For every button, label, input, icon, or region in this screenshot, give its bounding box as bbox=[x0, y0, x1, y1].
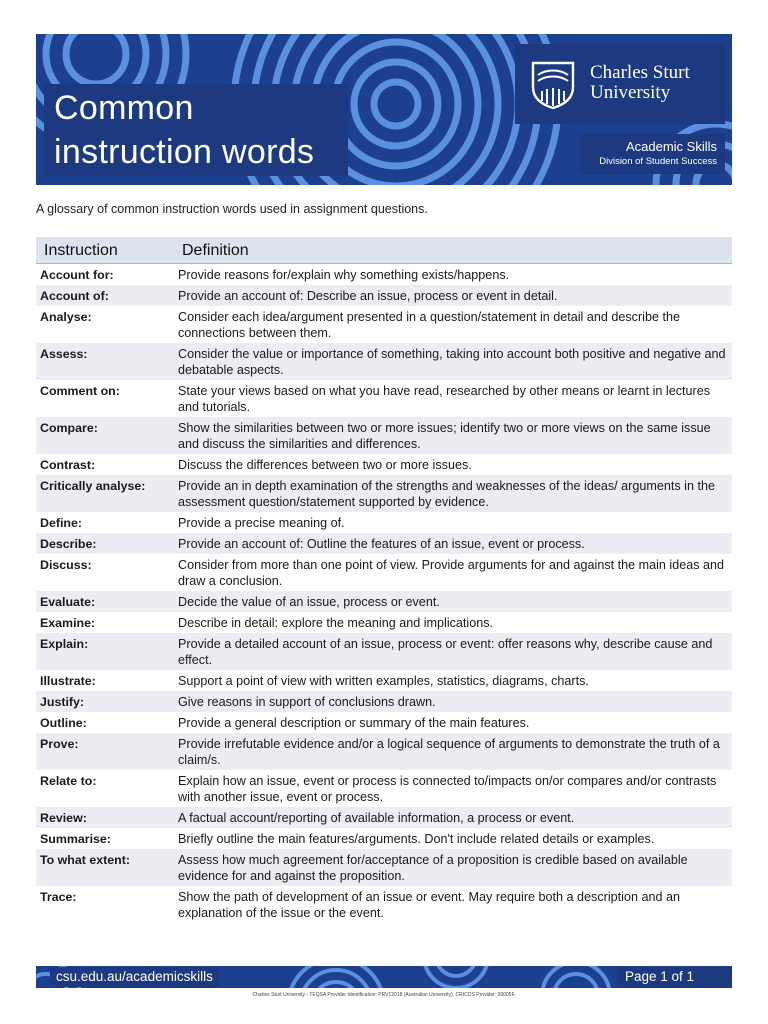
definition-cell: Briefly outline the main features/arguments. Don't include related details or examples. bbox=[178, 831, 655, 846]
term-cell: Assess: bbox=[36, 343, 174, 380]
table-row bbox=[36, 533, 732, 554]
term-cell: Comment on: bbox=[40, 383, 120, 398]
table-row bbox=[36, 691, 732, 712]
definition-cell: Assess how much agreement for/acceptance of a proposition is credible based on available evidence for and against the proposition. bbox=[174, 849, 732, 886]
table-row bbox=[36, 733, 732, 770]
term-cell: Examine: bbox=[40, 615, 96, 630]
term-cell: Define: bbox=[40, 515, 82, 530]
table-row bbox=[36, 285, 732, 306]
university-name bbox=[590, 63, 690, 103]
definition-cell: Describe in detail: explore the meaning and implications. bbox=[178, 615, 494, 630]
university-name-line-1: Charles Sturt bbox=[590, 62, 690, 83]
table-row bbox=[36, 770, 732, 807]
crest-icon bbox=[530, 61, 576, 109]
term-cell: Evaluate: bbox=[36, 591, 174, 612]
academic-skills-box bbox=[580, 134, 725, 174]
table-row bbox=[36, 886, 732, 923]
table-header-row bbox=[36, 237, 732, 263]
term-cell: Trace: bbox=[40, 889, 77, 904]
term-cell: Compare: bbox=[36, 417, 174, 454]
definition-cell: Discuss the differences between two or more issues. bbox=[178, 457, 472, 472]
term-cell: Describe: bbox=[36, 533, 174, 554]
term-cell: Relate to: bbox=[40, 773, 97, 788]
term-cell: Illustrate: bbox=[40, 673, 96, 688]
definition-cell: Explain how an issue, event or process is connected to/impacts on/or compares and/or contrasts with another issue, event or process. bbox=[178, 773, 717, 804]
table-row bbox=[36, 554, 732, 591]
footer-url-link[interactable]: csu.edu.au/academicskills bbox=[50, 967, 219, 987]
table-row bbox=[36, 343, 732, 380]
table-row bbox=[36, 475, 732, 512]
division-subtitle: Division of Student Success bbox=[599, 156, 717, 167]
glossary-body bbox=[36, 263, 732, 923]
table-row bbox=[36, 712, 732, 733]
table-row bbox=[36, 633, 732, 670]
term-cell: Review: bbox=[36, 807, 174, 828]
table-row bbox=[36, 807, 732, 828]
definition-cell: Give reasons in support of conclusions drawn. bbox=[174, 691, 732, 712]
term-cell: Account of: bbox=[36, 285, 174, 306]
table-row bbox=[36, 591, 732, 612]
term-cell: Justify: bbox=[36, 691, 174, 712]
table-row bbox=[36, 849, 732, 886]
table-row bbox=[36, 612, 732, 633]
term-cell: Discuss: bbox=[40, 557, 92, 572]
academic-skills-title: Academic Skills bbox=[625, 139, 717, 154]
header-definition: Definition bbox=[174, 237, 732, 263]
term-cell: Critically analyse: bbox=[36, 475, 174, 512]
definition-cell: Consider each idea/argument presented in a question/statement in detail and describe the connections between them. bbox=[178, 309, 680, 340]
page-number: Page 1 of 1 bbox=[617, 967, 732, 987]
definition-cell: A factual account/reporting of available information, a process or event. bbox=[174, 807, 732, 828]
term-cell: Account for: bbox=[40, 267, 114, 282]
university-logo bbox=[515, 44, 725, 124]
table-row bbox=[36, 417, 732, 454]
legal-text: Charles Sturt University - TEQSA Provider Identification: PRV12018 (Australian University). CRICOS Provider: 00005F. bbox=[252, 992, 516, 998]
table-row bbox=[36, 380, 732, 417]
definition-cell: Provide a detailed account of an issue, process or event: offer reasons why, describe cause and effect. bbox=[174, 633, 732, 670]
definition-cell: Provide reasons for/explain why something exists/happens. bbox=[178, 267, 510, 282]
page-title-line-1: Common bbox=[54, 89, 194, 127]
table-row bbox=[36, 454, 732, 475]
definition-cell: Consider from more than one point of view. Provide arguments for and against the main ideas and draw a conclusion. bbox=[178, 557, 725, 588]
definition-cell: Support a point of view with written examples, statistics, diagrams, charts. bbox=[178, 673, 589, 688]
intro-text: A glossary of common instruction words used in assignment questions. bbox=[36, 202, 428, 216]
definition-cell: Provide a general description or summary of the main features. bbox=[178, 715, 530, 730]
term-cell: Contrast: bbox=[40, 457, 96, 472]
definition-cell: Decide the value of an issue, process or event. bbox=[174, 591, 732, 612]
definition-cell: Show the path of development of an issue or event. May require both a description and an explanation of the issue or the event. bbox=[178, 889, 680, 920]
glossary-table bbox=[36, 237, 732, 923]
definition-cell: Provide an account of: Describe an issue, process or event in detail. bbox=[174, 285, 732, 306]
definition-cell: Provide irrefutable evidence and/or a logical sequence of arguments to demonstrate the truth of a claim/s. bbox=[174, 733, 732, 770]
term-cell: Outline: bbox=[40, 715, 87, 730]
term-cell: Analyse: bbox=[40, 309, 92, 324]
term-cell: Explain: bbox=[36, 633, 174, 670]
page-title-line-2: instruction words bbox=[54, 133, 315, 171]
title-box bbox=[44, 84, 348, 176]
definition-cell: Show the similarities between two or more issues; identify two or more views on the same issue and discuss the similarities and differences. bbox=[174, 417, 732, 454]
header-instruction: Instruction bbox=[36, 237, 174, 263]
term-cell: Summarise: bbox=[40, 831, 111, 846]
term-cell: Prove: bbox=[36, 733, 174, 770]
table-row bbox=[36, 306, 732, 343]
definition-cell: Provide an account of: Outline the features of an issue, event or process. bbox=[174, 533, 732, 554]
definition-cell: Provide a precise meaning of. bbox=[178, 515, 345, 530]
term-cell: To what extent: bbox=[36, 849, 174, 886]
definition-cell: State your views based on what you have read, researched by other means or learnt in lectures and tutorials. bbox=[178, 383, 711, 414]
table-row bbox=[36, 828, 732, 849]
definition-cell: Consider the value or importance of something, taking into account both positive and negative and debatable aspects. bbox=[174, 343, 732, 380]
table-row bbox=[36, 670, 732, 691]
definition-cell: Provide an in depth examination of the strengths and weaknesses of the ideas/ arguments in the assessment question/statement supported by evidence. bbox=[174, 475, 732, 512]
table-row bbox=[36, 263, 732, 285]
university-name-line-2: University bbox=[590, 82, 671, 103]
table-row bbox=[36, 512, 732, 533]
